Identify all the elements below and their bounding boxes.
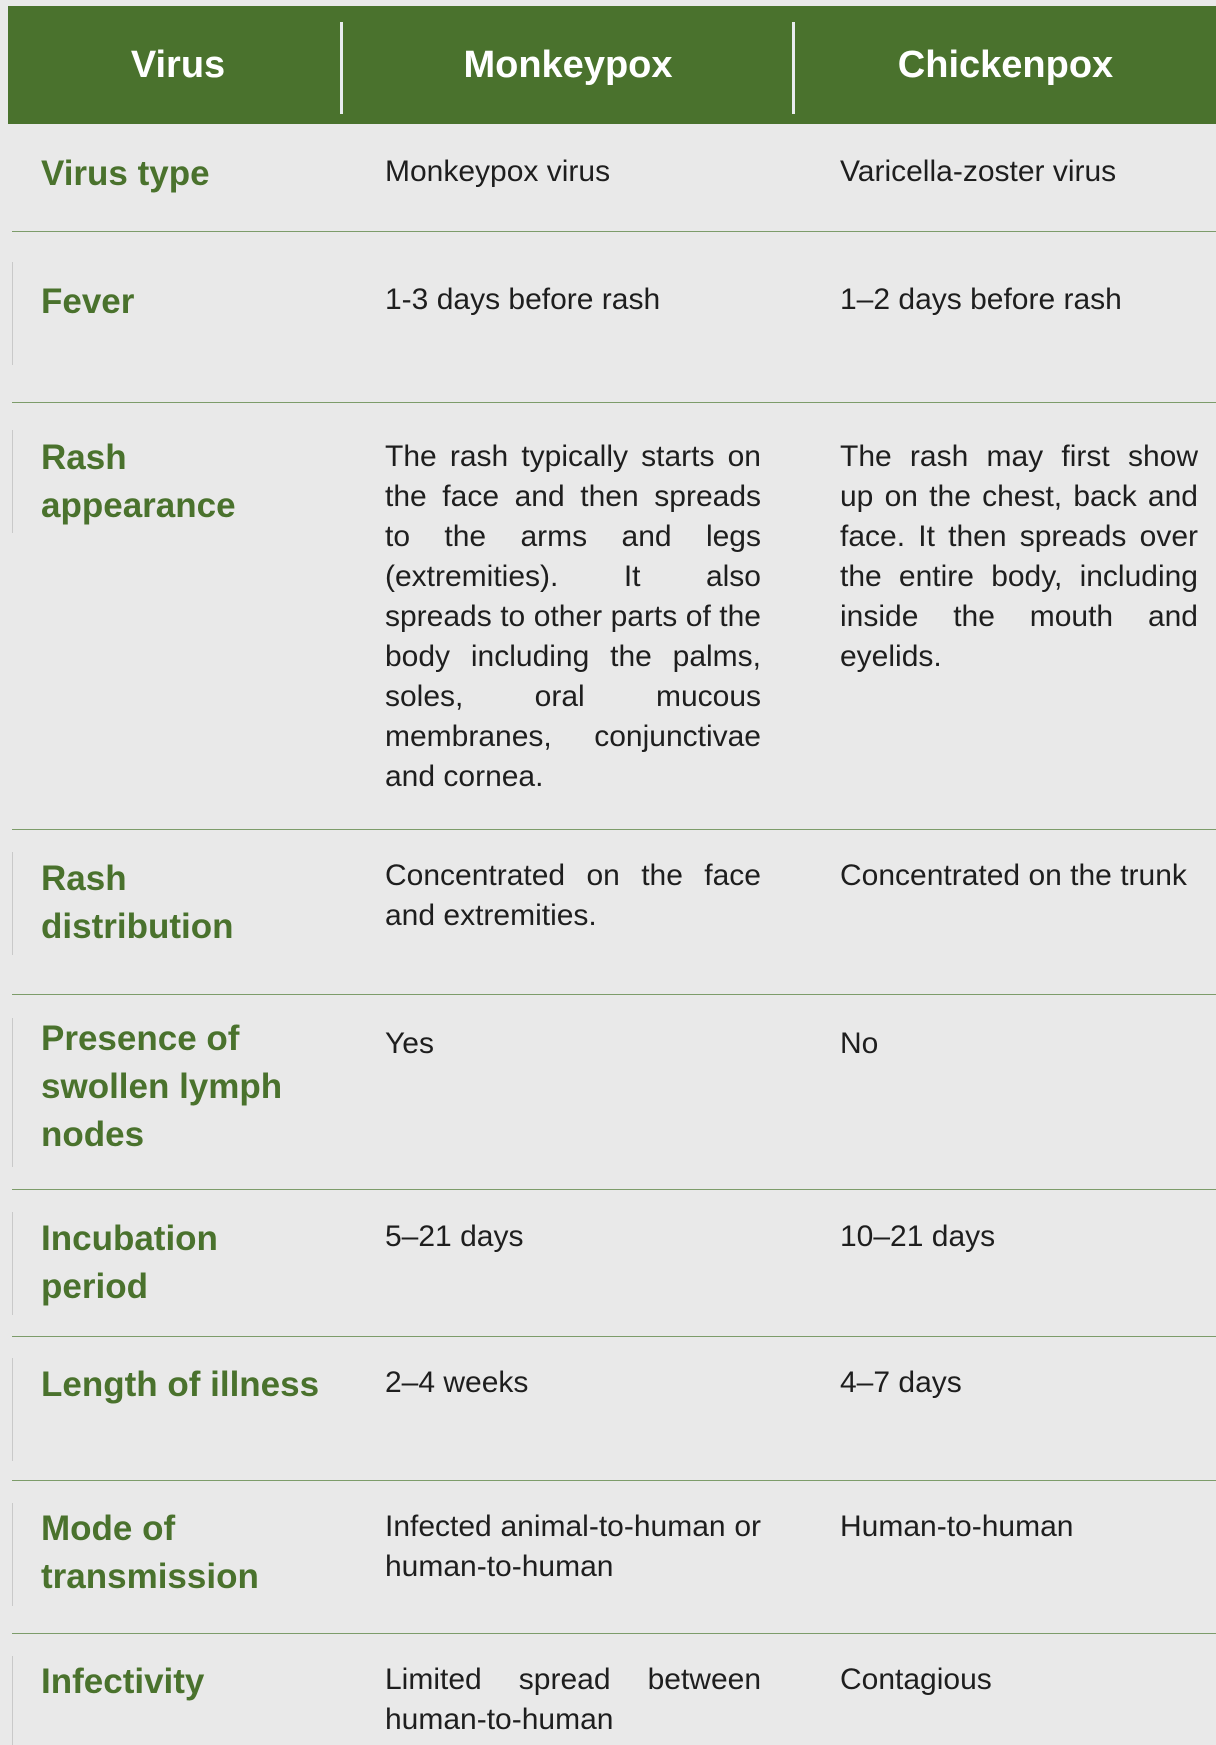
row-edge [12,1656,13,1745]
cell-chickenpox: The rash may first show up on the chest, back and face. It then spreads over the entire body, including inside the mouth and eyelids. [840,440,1198,673]
cell-monkeypox: Concentrated on the face and extremities. [385,859,761,932]
row-edge [12,1358,13,1461]
cell-monkeypox: 5–21 days [385,1220,524,1253]
row-divider [12,402,1216,403]
row-edge [12,262,13,365]
row-divider [12,1480,1216,1481]
cell-chickenpox: Human-to-human [840,1510,1074,1543]
row-label-lymph-nodes: Presence of swollen lymph nodes [41,1019,283,1154]
cell-monkeypox: Limited spread between human-to-human [385,1663,761,1736]
row-divider [12,231,1216,232]
row-label-incubation-period: Incubation period [41,1219,218,1306]
cell-chickenpox: 1–2 days before rash [840,283,1122,316]
row-divider [12,1189,1216,1190]
row-edge [12,1212,13,1315]
row-label-virus-type: Virus type [41,154,210,193]
row-label-rash-appearance: Rash appearance [41,438,236,525]
cell-chickenpox: Varicella-zoster virus [840,155,1117,188]
row-edge [12,852,13,955]
row-divider [12,994,1216,995]
row-divider [12,829,1216,830]
header-monkeypox: Monkeypox [463,43,673,86]
cell-monkeypox: Infected animal-to-human or human-to-human [385,1510,761,1583]
row-edge [12,1503,13,1606]
row-divider [12,1633,1216,1634]
cell-monkeypox: Monkeypox virus [385,155,611,188]
row-divider [12,1336,1216,1337]
row-label-length-of-illness: Length of illness [41,1365,320,1404]
cell-monkeypox: The rash typically starts on the face and then spreads to the arms and legs (extremities). It also spreads to other parts of the body including the palms, soles, oral mucous membranes, conjunctivae and cornea. [385,440,761,793]
row-label-rash-distribution: Rash distribution [41,859,234,946]
table-header [8,6,1216,124]
cell-monkeypox: Yes [385,1027,434,1060]
row-label-mode-of-transmission: Mode of transmission [41,1509,259,1596]
cell-chickenpox: 10–21 days [840,1220,996,1253]
row-edge [12,1018,13,1167]
cell-monkeypox: 2–4 weeks [385,1366,529,1399]
cell-monkeypox: 1-3 days before rash [385,283,661,316]
row-edge [12,430,13,533]
row-label-fever: Fever [41,282,135,321]
header-virus: Virus [130,43,226,86]
row-label-infectivity: Infectivity [41,1662,205,1701]
cell-chickenpox: 4–7 days [840,1366,962,1399]
cell-chickenpox: Concentrated on the trunk [840,859,1187,892]
header-chickenpox: Chickenpox [897,43,1114,86]
cell-chickenpox: Contagious [840,1663,992,1696]
cell-chickenpox: No [840,1027,879,1060]
